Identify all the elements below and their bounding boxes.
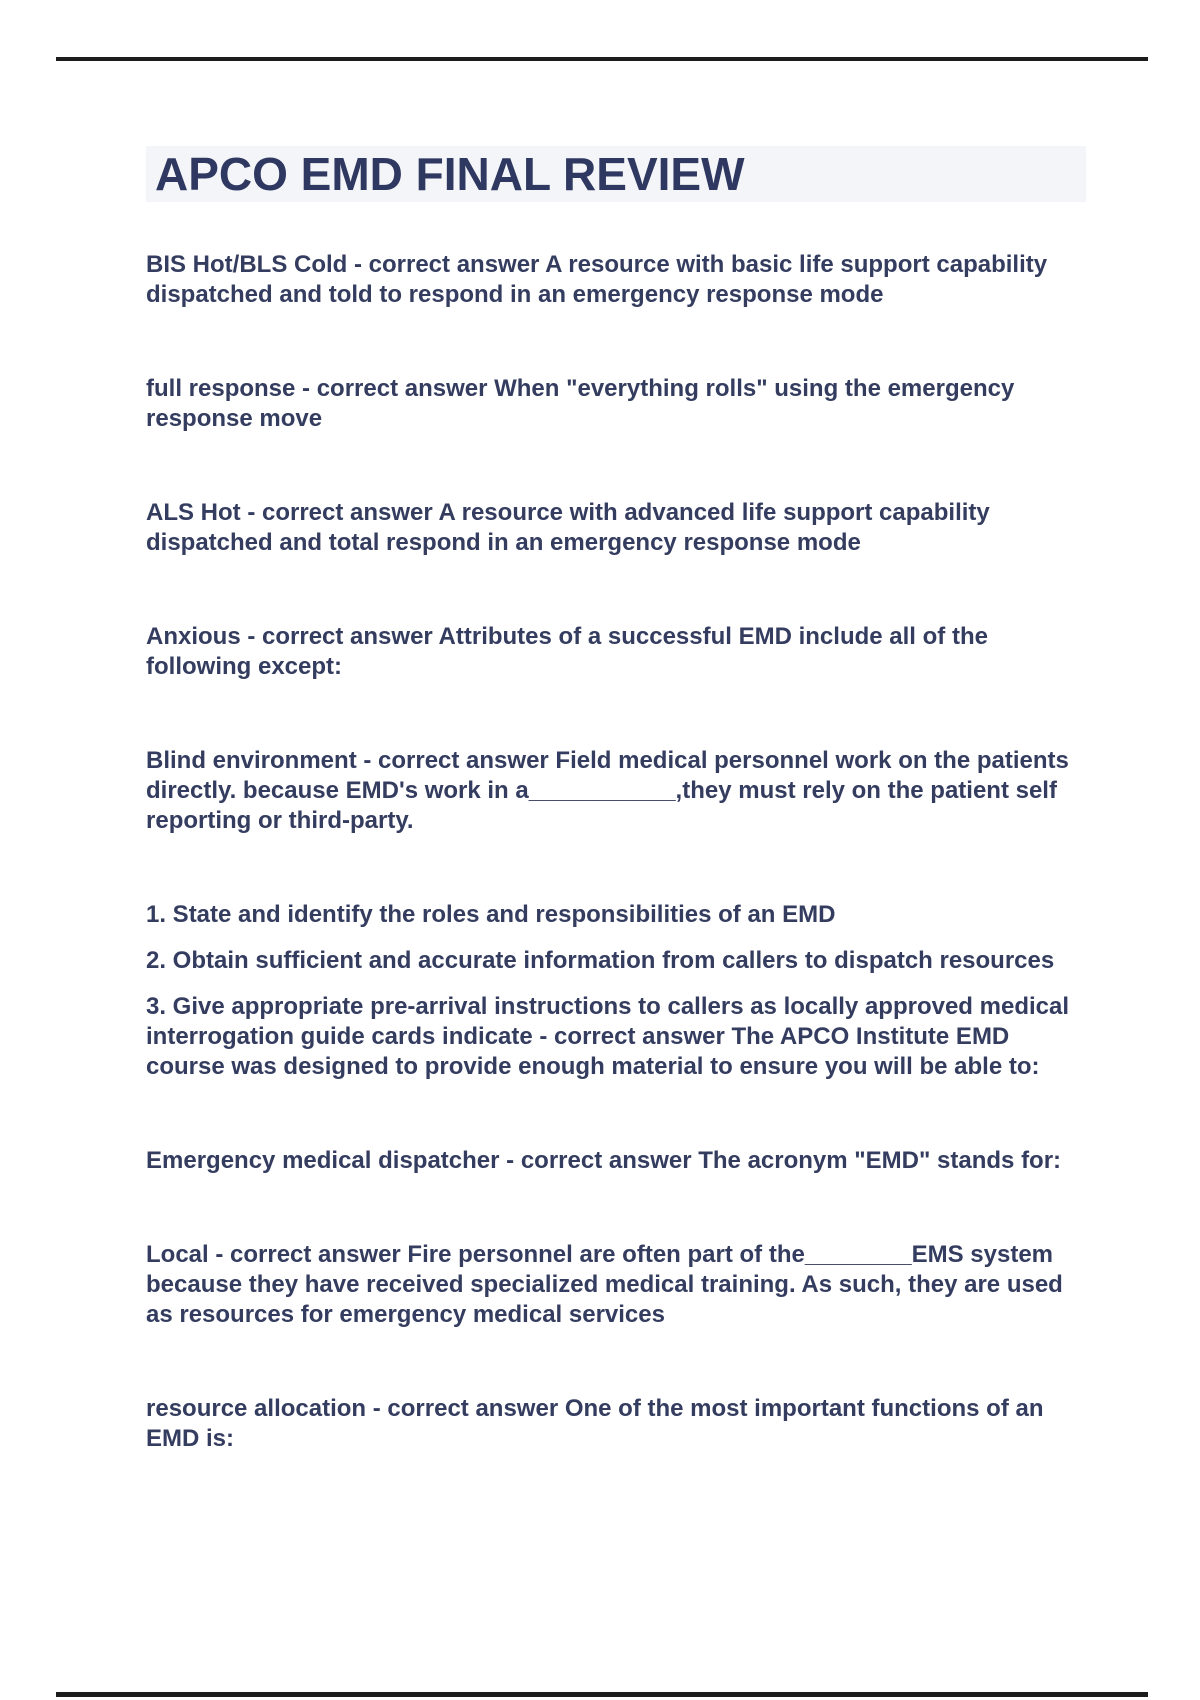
qa-paragraph: full response - correct answer When "everything rolls" using the emergency response move xyxy=(146,375,1015,432)
document-content xyxy=(146,146,1086,1518)
qa-block xyxy=(146,374,1086,434)
qa-paragraph: 2. Obtain sufficient and accurate information from callers to dispatch resources xyxy=(146,947,1055,974)
qa-paragraph: Emergency medical dispatcher - correct answer The acronym "EMD" stands for: xyxy=(146,1147,1062,1174)
qa-paragraph: BIS Hot/BLS Cold - correct answer A resource with basic life support capability dispatched and told to respond in an emergency response mode xyxy=(146,251,1048,308)
qa-block xyxy=(146,1394,1086,1454)
qa-block xyxy=(146,622,1086,682)
qa-paragraph: Anxious - correct answer Attributes of a successful EMD include all of the following except: xyxy=(146,623,988,680)
qa-paragraph: 3. Give appropriate pre-arrival instructions to callers as locally approved medical interrogation guide cards indicate - correct answer The APCO Institute EMD course was designed to provide enough material to ensure you will be able to: xyxy=(146,993,1070,1080)
qa-block xyxy=(146,746,1086,836)
qa-paragraph: Local - correct answer Fire personnel are often part of the________EMS system because they have received specialized medical training. As such, they are used as resources for emergency medical services xyxy=(146,1241,1063,1328)
qa-block xyxy=(146,1240,1086,1330)
qa-paragraph: resource allocation - correct answer One of the most important functions of an EMD is: xyxy=(146,1395,1044,1452)
qa-paragraph: Blind environment - correct answer Field medical personnel work on the patients directly. because EMD's work in a___________,they must rely on the patient self reporting or third-party. xyxy=(146,747,1069,834)
bottom-rule xyxy=(56,1692,1148,1697)
qa-block xyxy=(146,1146,1086,1176)
qa-block xyxy=(146,250,1086,310)
qa-paragraph: 1. State and identify the roles and responsibilities of an EMD xyxy=(146,901,836,928)
page-title: APCO EMD FINAL REVIEW xyxy=(146,146,1086,202)
qa-paragraph: ALS Hot - correct answer A resource with advanced life support capability dispatched and total respond in an emergency response mode xyxy=(146,499,990,556)
top-rule xyxy=(56,57,1148,61)
qa-block-numbered-list xyxy=(146,900,1086,1082)
qa-block xyxy=(146,498,1086,558)
